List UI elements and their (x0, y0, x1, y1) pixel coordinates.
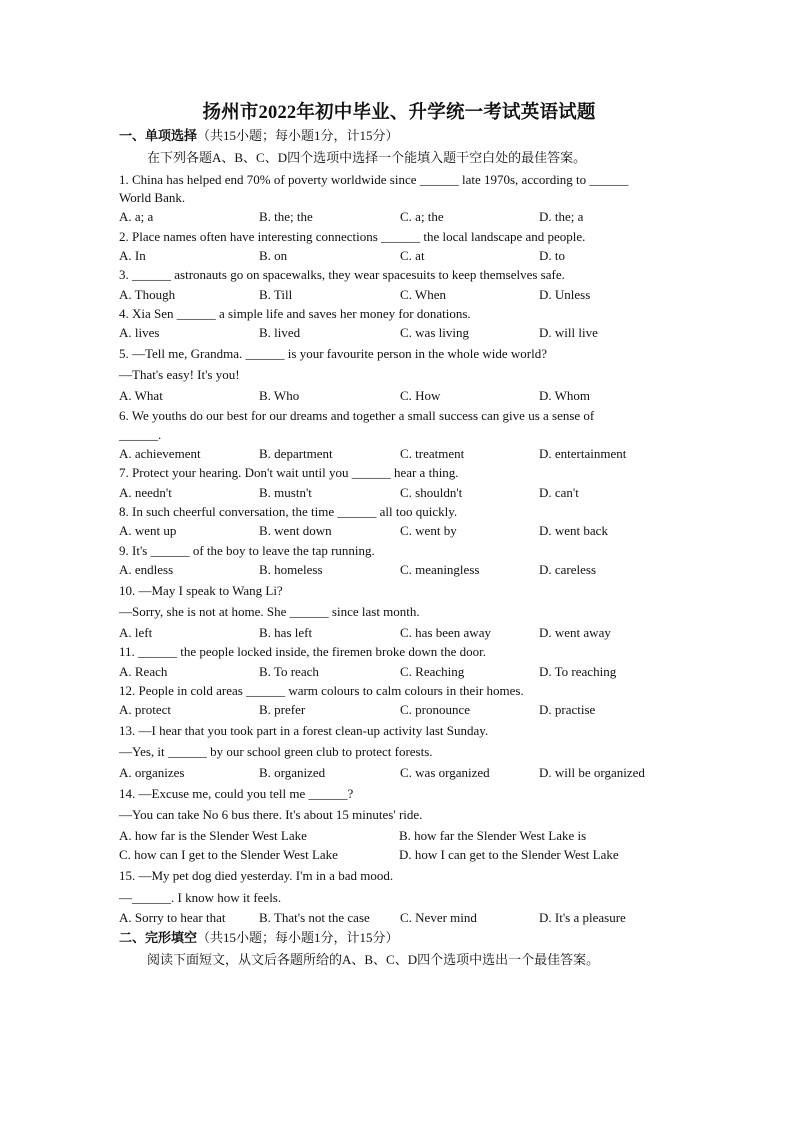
section1-heading-bold: 一、单项选择 (119, 128, 198, 143)
option-a: A. What (119, 388, 163, 403)
option-c: C. went by (400, 523, 457, 538)
option-d: D. went away (539, 625, 611, 640)
question-10-stem: 10. —May I speak to Wang Li? (119, 583, 283, 598)
question-14-options-row2 (119, 847, 679, 863)
section1-instruction: 在下列各题A、B、C、D四个选项中选择一个能填入题干空白处的最佳答案。 (147, 150, 587, 165)
question-14-stem: 14. —Excuse me, could you tell me ______? (119, 786, 354, 801)
question-12-options (119, 702, 679, 718)
question-5-options (119, 388, 679, 404)
option-d: D. can't (539, 485, 579, 500)
option-a: A. how far is the Slender West Lake (119, 828, 307, 843)
question-12-stem: 12. People in cold areas ______ warm colours to calm colours in their homes. (119, 683, 524, 698)
question-10-options (119, 625, 679, 641)
question-7-options (119, 485, 679, 501)
question-6-stem: 6. We youths do our best for our dreams and together a small success can give us a sense of (119, 408, 595, 423)
question-13-stem-cont: —Yes, it ______ by our school green club to protect forests. (119, 744, 433, 759)
option-a: A. lives (119, 325, 160, 340)
question-2-stem: 2. Place names often have interesting connections ______ the local landscape and people. (119, 229, 586, 244)
question-15-options (119, 910, 679, 926)
option-d: D. Unless (539, 287, 591, 302)
option-d: D. careless (539, 562, 597, 577)
option-a: A. protect (119, 702, 171, 717)
option-c: C. How (400, 388, 441, 403)
question-9-options (119, 562, 679, 578)
option-a: A. Reach (119, 664, 168, 679)
question-13-options (119, 765, 679, 781)
option-b: B. has left (259, 625, 313, 640)
option-d: D. It's a pleasure (539, 910, 626, 925)
option-d: D. how I can get to the Slender West Lake (399, 847, 619, 862)
option-d: D. entertainment (539, 446, 627, 461)
option-c: C. Reaching (400, 664, 465, 679)
question-11-stem: 11. ______ the people locked inside, the firemen broke down the door. (119, 644, 487, 659)
question-5-stem-cont: —That's easy! It's you! (119, 367, 240, 382)
option-c: C. a; the (400, 209, 444, 224)
option-d: D. To reaching (539, 664, 617, 679)
question-7-stem: 7. Protect your hearing. Don't wait until you ______ hear a thing. (119, 465, 459, 480)
option-d: D. will be organized (539, 765, 645, 780)
option-c: C. Never mind (400, 910, 477, 925)
option-a: A. In (119, 248, 146, 263)
option-c: C. When (400, 287, 446, 302)
question-11-options (119, 664, 679, 680)
question-3-options (119, 287, 679, 303)
question-1-stem-cont: World Bank. (119, 190, 186, 205)
question-15-stem-cont: —______. I know how it feels. (119, 890, 282, 905)
option-b: B. on (259, 248, 288, 263)
option-d: D. to (539, 248, 565, 263)
question-15-stem: 15. —My pet dog died yesterday. I'm in a bad mood. (119, 868, 394, 883)
option-c: C. at (400, 248, 425, 263)
option-a: A. Sorry to hear that (119, 910, 226, 925)
question-4-stem: 4. Xia Sen ______ a simple life and saves her money for donations. (119, 306, 471, 321)
option-c: C. meaningless (400, 562, 480, 577)
option-b: B. the; the (259, 209, 313, 224)
question-4-options (119, 325, 679, 341)
option-c: C. shouldn't (400, 485, 463, 500)
option-d: D. Whom (539, 388, 591, 403)
option-b: B. mustn't (259, 485, 312, 500)
option-a: A. endless (119, 562, 174, 577)
option-b: B. Till (259, 287, 293, 302)
option-b: B. homeless (259, 562, 323, 577)
question-14-options-row1 (119, 828, 679, 844)
question-8-options (119, 523, 679, 539)
section1-heading-rest: （共15小题；每小题1分，计15分） (197, 128, 399, 143)
option-b: B. department (259, 446, 333, 461)
page-title: 扬州市2022年初中毕业、升学统一考试英语试题 (202, 103, 596, 123)
option-c: C. has been away (400, 625, 491, 640)
option-a: A. achievement (119, 446, 201, 461)
option-a: A. Though (119, 287, 176, 302)
option-c: C. was organized (400, 765, 490, 780)
question-3-stem: 3. ______ astronauts go on spacewalks, they wear spacesuits to keep themselves safe. (119, 267, 565, 282)
question-10-stem-cont: —Sorry, she is not at home. She ______ since last month. (119, 604, 420, 619)
option-a: A. organizes (119, 765, 185, 780)
option-d: D. will live (539, 325, 598, 340)
question-2-options (119, 248, 679, 264)
section2-heading (119, 930, 399, 946)
section2-heading-bold: 二、完形填空 (119, 930, 198, 945)
question-8-stem: 8. In such cheerful conversation, the time ______ all too quickly. (119, 504, 458, 519)
section2-heading-rest: （共15小题；每小题1分，计15分） (197, 930, 399, 945)
option-a: A. went up (119, 523, 177, 538)
option-a: A. needn't (119, 485, 172, 500)
question-14-stem-cont: —You can take No 6 bus there. It's about 15 minutes' ride. (119, 807, 423, 822)
option-b: B. went down (259, 523, 332, 538)
option-b: B. prefer (259, 702, 306, 717)
option-c: C. was living (400, 325, 469, 340)
option-a: A. left (119, 625, 153, 640)
question-5-stem: 5. —Tell me, Grandma. ______ is your favourite person in the whole wide world? (119, 346, 547, 361)
question-1-options (119, 209, 679, 225)
option-d: D. the; a (539, 209, 584, 224)
option-c: C. treatment (400, 446, 465, 461)
option-c: C. pronounce (400, 702, 471, 717)
option-b: B. lived (259, 325, 301, 340)
section2-instruction: 阅读下面短文，从文后各题所给的A、B、C、D四个选项中选出一个最佳答案。 (147, 952, 600, 967)
option-b: B. That's not the case (259, 910, 370, 925)
option-b: B. how far the Slender West Lake is (399, 828, 587, 843)
question-9-stem: 9. It's ______ of the boy to leave the tap running. (119, 543, 375, 558)
option-a: A. a; a (119, 209, 154, 224)
option-b: B. Who (259, 388, 300, 403)
question-1-stem: 1. China has helped end 70% of poverty worldwide since ______ late 1970s, according to ______ (119, 172, 629, 187)
option-d: D. went back (539, 523, 608, 538)
option-d: D. practise (539, 702, 596, 717)
question-13-stem: 13. —I hear that you took part in a forest clean-up activity last Sunday. (119, 723, 489, 738)
option-c: C. how can I get to the Slender West Lake (119, 847, 338, 862)
question-6-options (119, 446, 679, 462)
option-b: B. organized (259, 765, 326, 780)
option-b: B. To reach (259, 664, 319, 679)
question-6-stem-cont: ______. (119, 427, 162, 442)
section1-heading (119, 128, 399, 144)
